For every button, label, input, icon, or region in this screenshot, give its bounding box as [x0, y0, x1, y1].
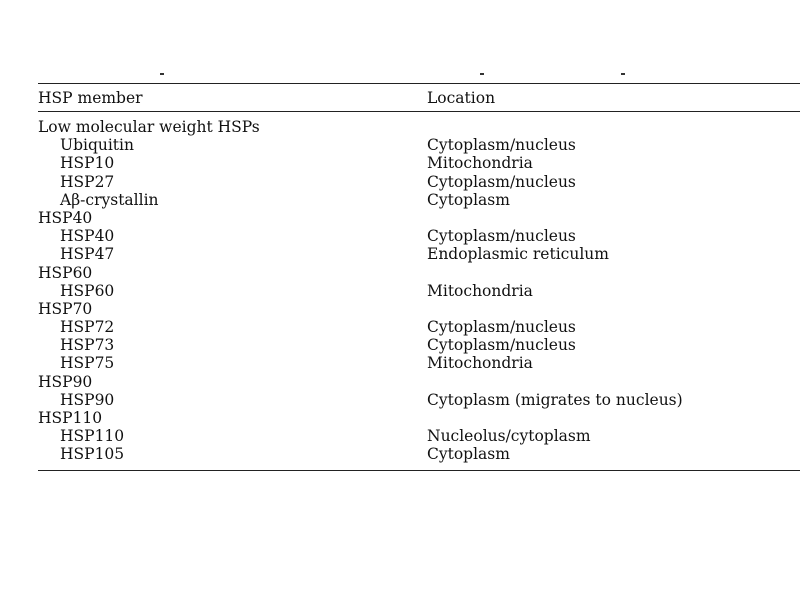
location-cell: Cytoplasm/nucleus [427, 227, 576, 246]
location-cell: Cytoplasm/nucleus [427, 136, 576, 155]
member-cell: Aβ-crystallin [60, 190, 159, 209]
member-cell: HSP72 [60, 318, 115, 337]
member-cell: HSP90 [60, 390, 115, 409]
top-tick-marks [38, 73, 800, 83]
tick-mark [160, 73, 164, 75]
member-cell: HSP105 [60, 445, 125, 464]
location-cell: Mitochondria [427, 281, 533, 300]
member-cell: HSP27 [60, 172, 115, 191]
location-cell: Endoplasmic reticulum [427, 245, 609, 264]
member-cell: HSP75 [60, 354, 115, 373]
group-row [38, 409, 800, 427]
group-location [427, 209, 800, 227]
group-name: Low molecular weight HSPs [38, 118, 260, 136]
table-row [38, 282, 800, 300]
table-row [38, 173, 800, 191]
member-cell: HSP10 [60, 154, 115, 173]
group-row [38, 373, 800, 391]
table-row [38, 336, 800, 354]
member-cell: HSP60 [60, 281, 115, 300]
group-row [38, 264, 800, 282]
location-cell: Cytoplasm [427, 445, 510, 464]
table-header [38, 84, 800, 111]
header-member: HSP member [38, 89, 143, 107]
location-cell: Cytoplasm/nucleus [427, 318, 576, 337]
location-cell: Cytoplasm (migrates to nucleus) [427, 390, 683, 409]
group-location [427, 409, 800, 427]
group-name: HSP110 [38, 409, 103, 427]
table-row [38, 445, 800, 463]
tick-mark [621, 73, 625, 75]
group-location [427, 118, 800, 136]
group-name: HSP70 [38, 299, 93, 318]
location-cell: Mitochondria [427, 354, 533, 373]
group-name: HSP40 [38, 208, 93, 227]
tick-mark [480, 73, 484, 75]
location-cell: Cytoplasm/nucleus [427, 172, 576, 191]
table-row [38, 427, 800, 445]
member-cell: HSP73 [60, 336, 115, 355]
table-row [38, 227, 800, 245]
member-cell: HSP40 [60, 227, 115, 246]
member-cell: Ubiquitin [60, 136, 134, 155]
table-body [38, 112, 800, 470]
header-location: Location [427, 89, 496, 107]
table-row [38, 354, 800, 372]
group-name: HSP60 [38, 263, 93, 282]
table-row [38, 154, 800, 172]
location-cell: Cytoplasm [427, 190, 510, 209]
group-row [38, 209, 800, 227]
table-row [38, 318, 800, 336]
group-location [427, 373, 800, 391]
member-cell: HSP47 [60, 245, 115, 264]
group-location [427, 300, 800, 318]
group-row [38, 118, 800, 136]
bottom-rule [38, 470, 800, 471]
table-row [38, 136, 800, 154]
member-cell: HSP110 [60, 427, 125, 446]
group-location [427, 264, 800, 282]
location-cell: Nucleolus/cytoplasm [427, 427, 591, 446]
table-row [38, 191, 800, 209]
group-row [38, 300, 800, 318]
table-row [38, 245, 800, 263]
location-cell: Mitochondria [427, 154, 533, 173]
hsp-table [38, 73, 800, 471]
group-name: HSP90 [38, 372, 93, 391]
location-cell: Cytoplasm/nucleus [427, 336, 576, 355]
table-row [38, 391, 800, 409]
